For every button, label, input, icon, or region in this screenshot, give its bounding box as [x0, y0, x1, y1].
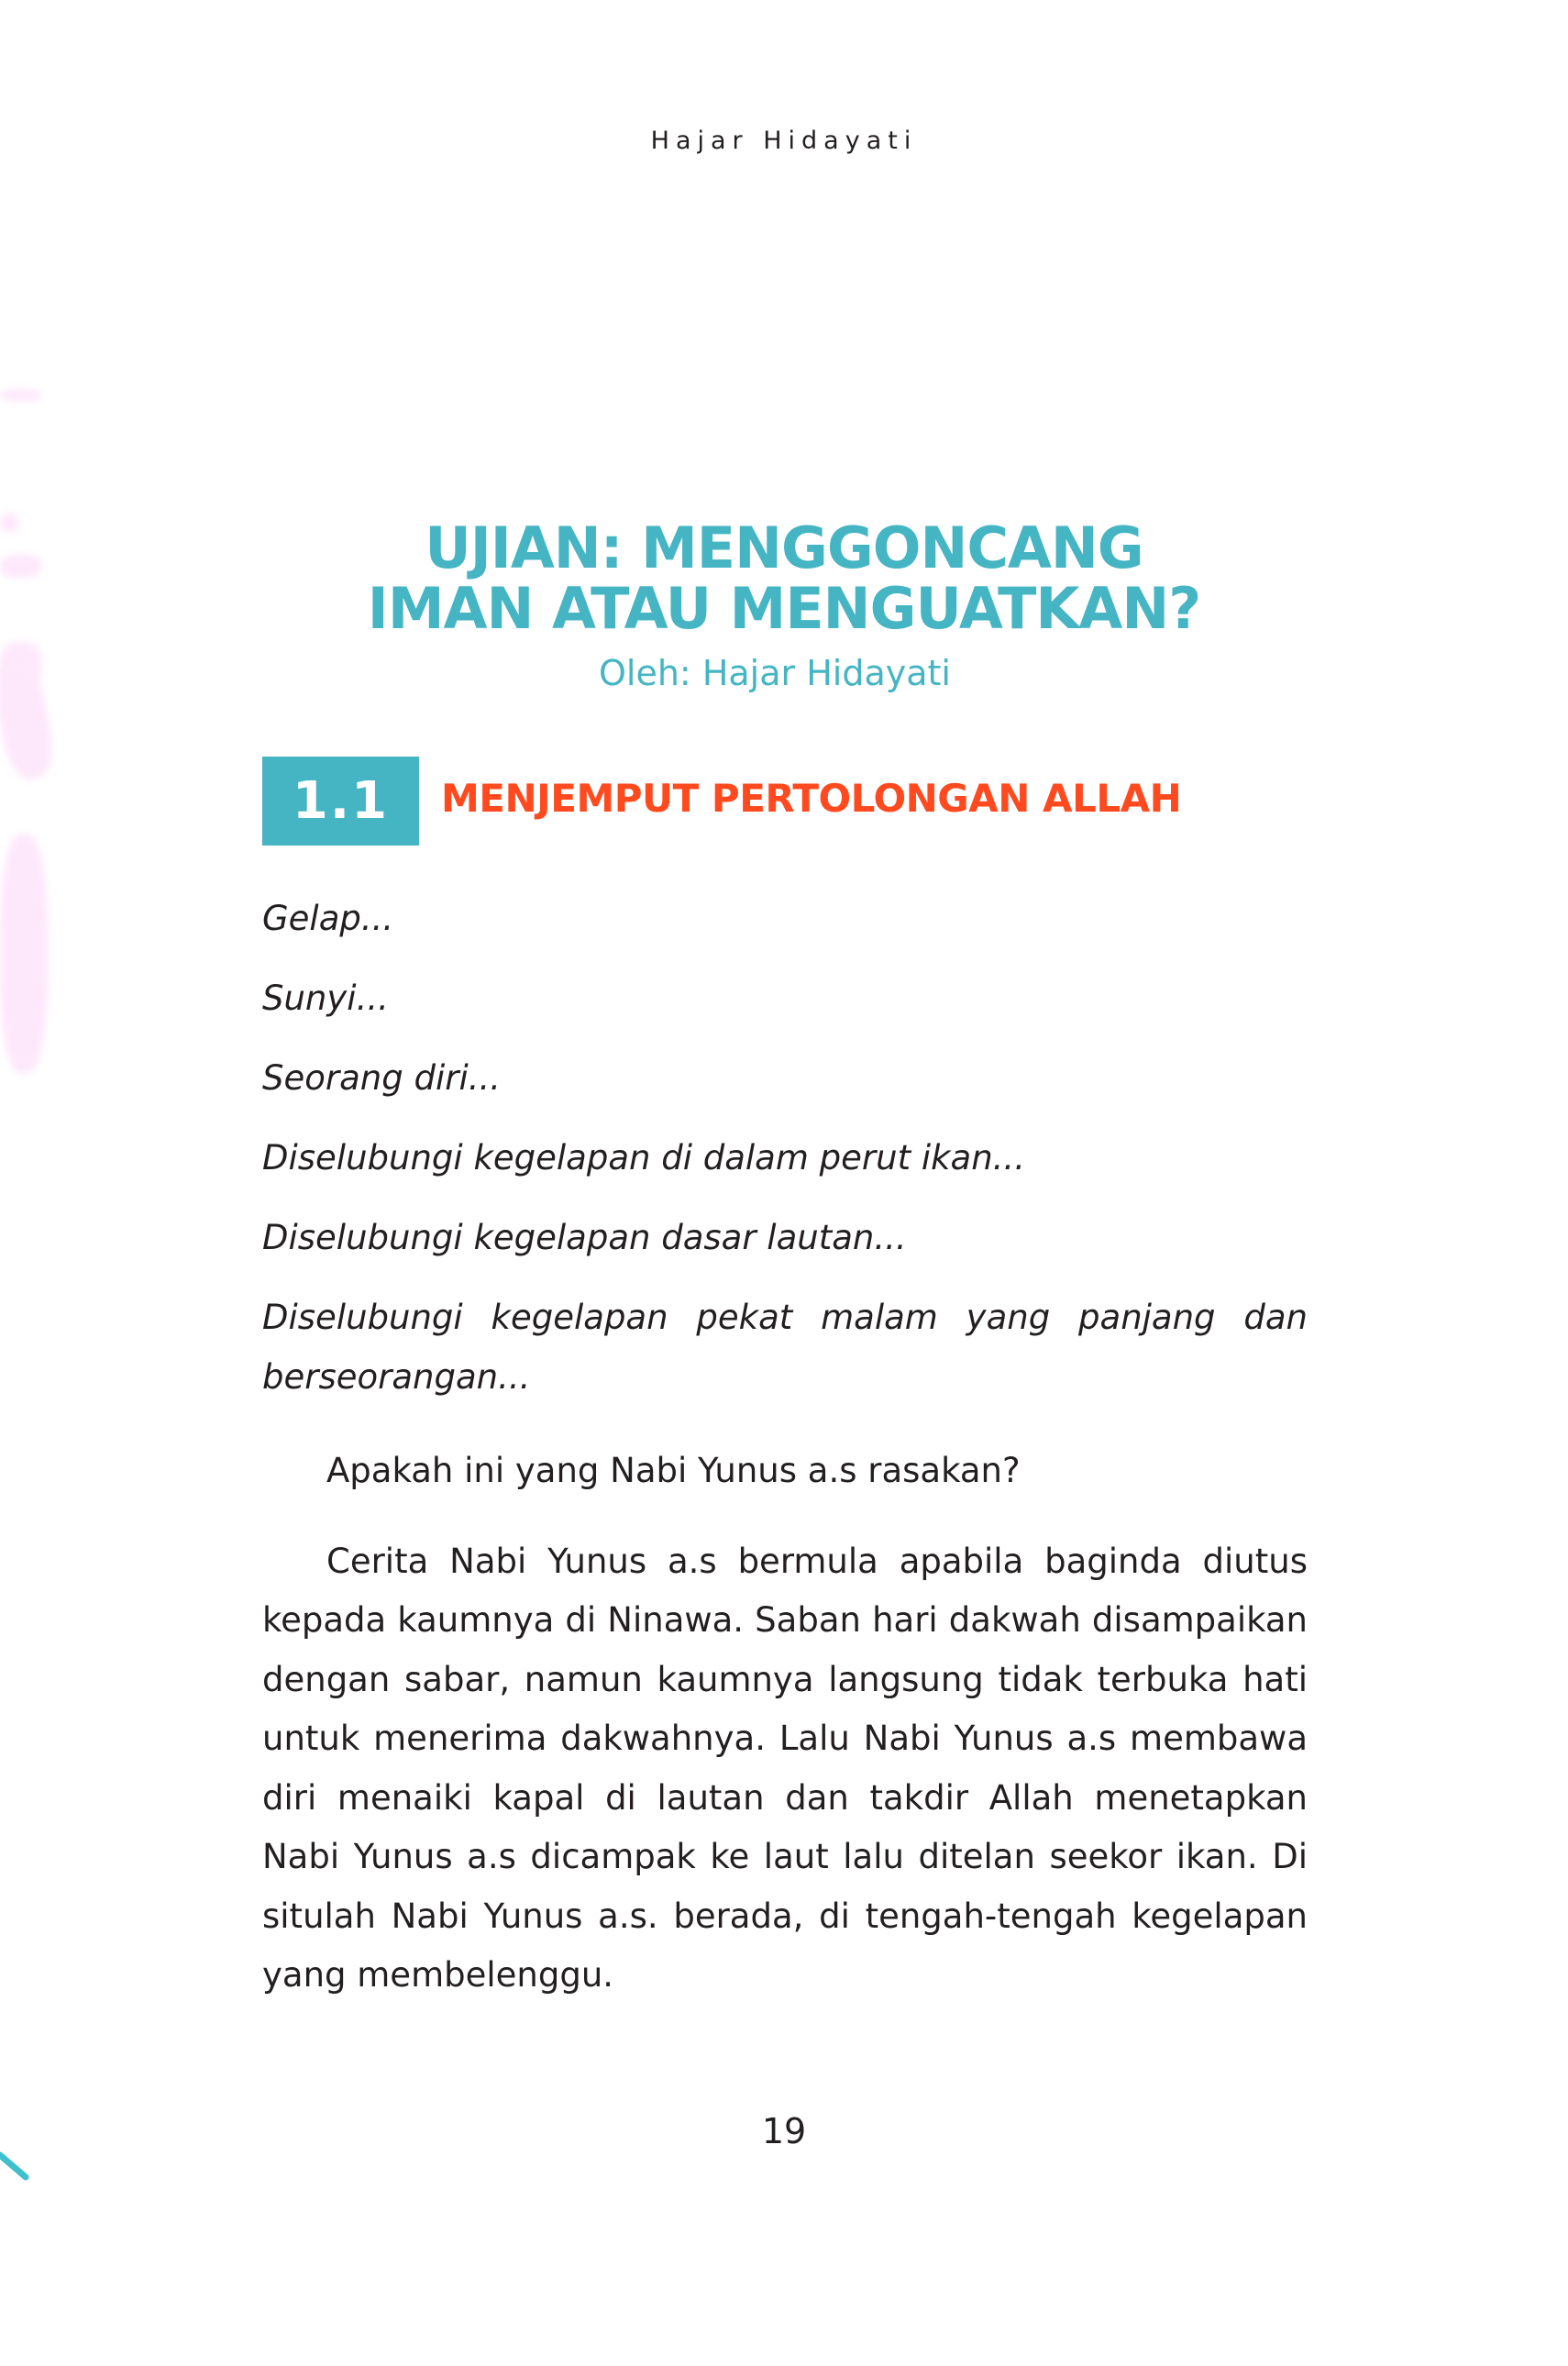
section-number-badge: 1.1 [262, 757, 419, 846]
chapter-byline: Oleh: Hajar Hidayati [599, 653, 951, 693]
running-head: Hajar Hidayati [650, 127, 918, 155]
page-number: 19 [761, 2111, 807, 2151]
decorative-teal-stroke [0, 2146, 37, 2192]
verse-line: Sunyi... [262, 978, 389, 1018]
chapter-title-line: UJIAN: MENGGONCANG [425, 514, 1143, 581]
decorative-brush-mark [0, 390, 41, 401]
chapter-title [0, 514, 1568, 642]
section-title: MENJEMPUT PERTOLONGAN ALLAH [441, 776, 1182, 821]
body-paragraph: Cerita Nabi Yunus a.s bermula apabila baginda diutus kepada kaumnya di Ninawa. Saban hari dakwah disampaikan dengan sabar, namun kaumnya langsung tidak terbuka hati untuk menerima dakwahnya. Lalu Nabi Yunus a.s membawa diri menaiki kapal di lautan dan takdir Allah menetapkan Nabi Yunus a.s dicampak ke laut lalu ditelan seekor ikan. Di situlah Nabi Yunus a.s. berada, di tengah-tengah kegelapan yang membelenggu. [262, 1541, 1308, 1995]
verse-line: Diselubungi kegelapan pekat malam yang panjang dan berseorangan... [262, 1298, 1308, 1397]
verse-line: Diselubungi kegelapan di dalam perut ikan... [262, 1138, 1025, 1177]
decorative-brush-mark [0, 835, 48, 1073]
verse-line: Gelap... [262, 899, 394, 938]
body-paragraph: Apakah ini yang Nabi Yunus a.s rasakan? [326, 1451, 1021, 1490]
body-text [262, 1442, 1308, 2006]
chapter-title-line: IMAN ATAU MENGUATKAN? [367, 575, 1201, 642]
verse-line: Diselubungi kegelapan dasar lautan... [262, 1218, 907, 1257]
verse-line: Seorang diri... [262, 1058, 502, 1098]
